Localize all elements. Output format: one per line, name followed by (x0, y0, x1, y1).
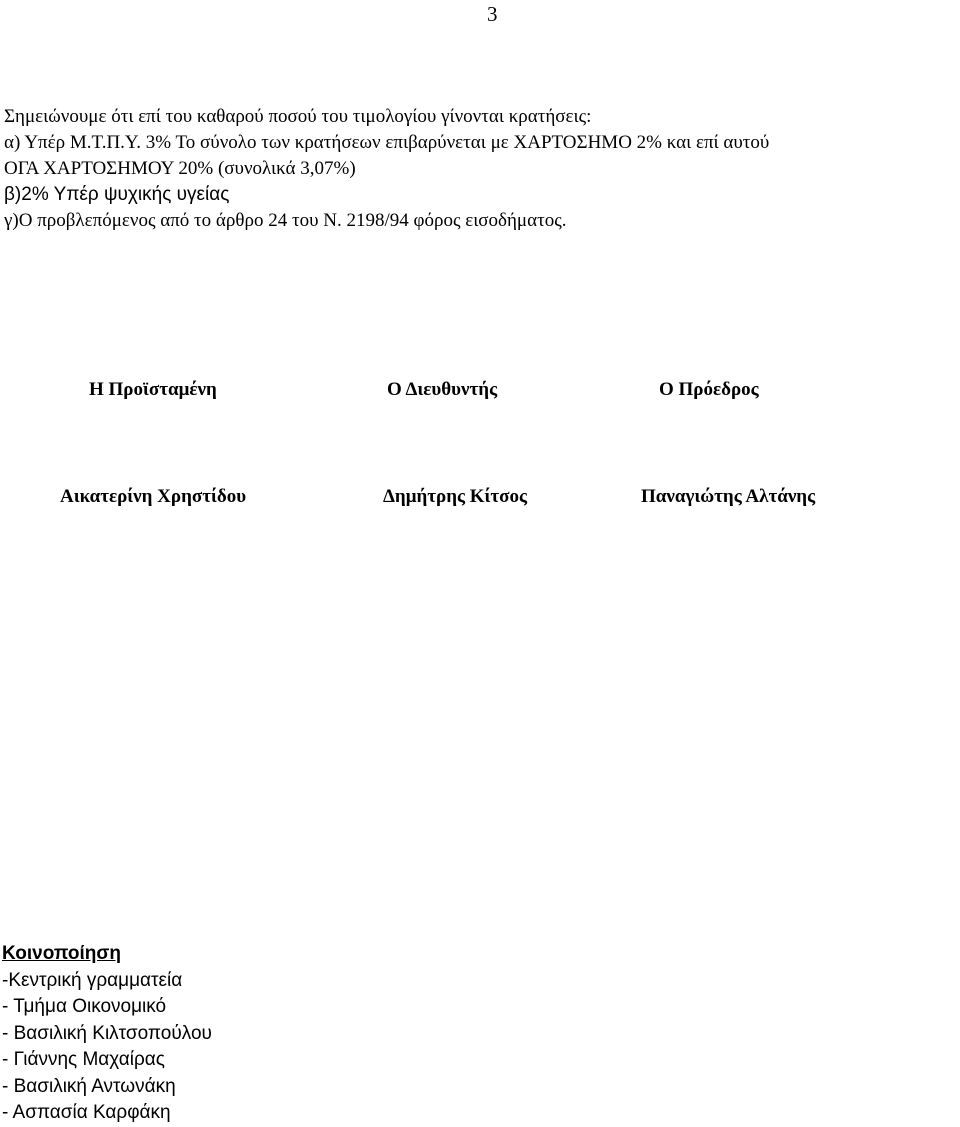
signature-titles-row (0, 377, 960, 405)
notification-recipient: -Κεντρική γραμματεία (2, 969, 183, 991)
remarks-item-c: γ)Ο προβλεπόμενος από το άρθρο 24 του Ν. 2198/94 φόρος εισοδήματος. (4, 210, 567, 231)
remarks-item-b: β)2% Υπέρ ψυχικής υγείας (4, 184, 230, 205)
remarks-intro: Σημειώνουμε ότι επί του καθαρού ποσού του τιμολογίου γίνονται κρατήσεις: (4, 106, 592, 127)
signature-names-row (0, 484, 960, 512)
page-number: 3 (487, 2, 498, 26)
notification-recipient: - Τμήμα Οικονομικό (2, 996, 167, 1017)
signature-name-president: Παναγιώτης Αλτάνης (641, 486, 816, 507)
signature-name-head-of-section: Αικατερίνη Χρηστίδου (60, 486, 247, 507)
signature-title-president: Ο Πρόεδρος (659, 379, 759, 400)
signature-name-director: Δημήτρης Κίτσος (383, 486, 528, 507)
notification-recipient: - Βασιλική Κιλτσοπούλου (2, 1022, 212, 1044)
remarks-item-a-continued: ΟΓΑ ΧΑΡΤΟΣΗΜΟΥ 20% (συνολικά 3,07%) (4, 158, 356, 179)
remarks-item-a: α) Υπέρ Μ.Τ.Π.Υ. 3% Το σύνολο των κρατήσεων επιβαρύνεται με ΧΑΡΤΟΣΗΜΟ 2% και επί αυτού (4, 132, 770, 153)
notification-recipient: - Βασιλική Αντωνάκη (2, 1075, 176, 1097)
withholding-remarks (4, 104, 960, 234)
notification-recipient: - Γιάννης Μαχαίρας (2, 1049, 165, 1070)
notification-heading: Κοινοποίηση (2, 943, 121, 964)
notification-list (2, 941, 212, 1127)
signature-title-head-of-section: Η Προϊσταμένη (89, 379, 217, 400)
signature-title-director: Ο Διευθυντής (387, 379, 498, 400)
notification-recipient: - Ασπασία Καρφάκη (2, 1102, 171, 1123)
